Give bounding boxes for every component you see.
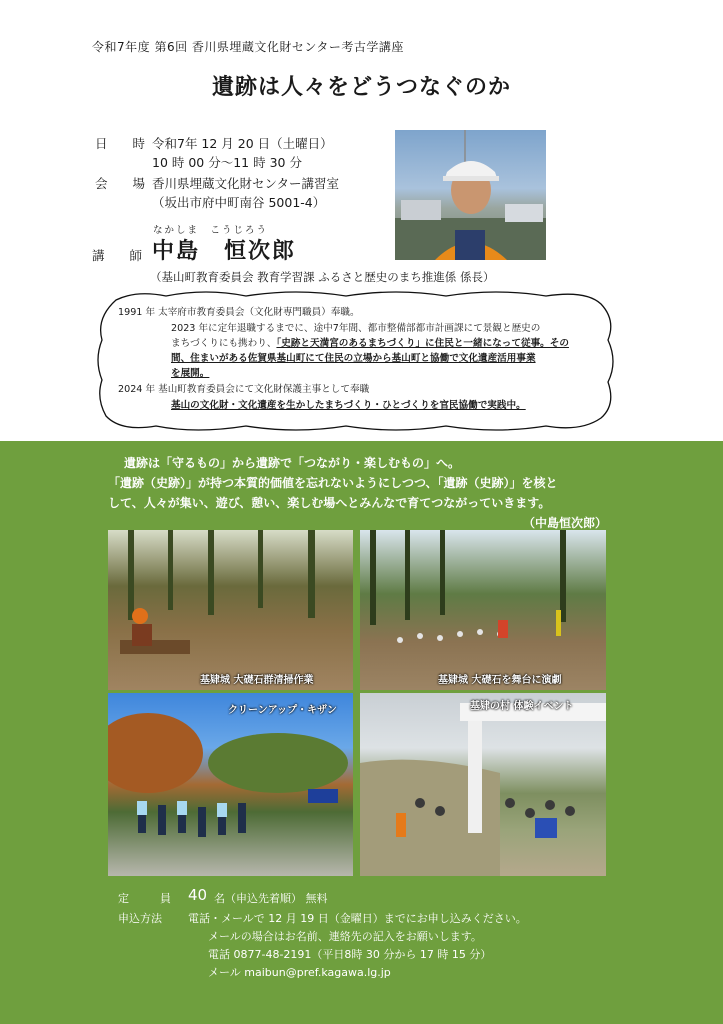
photo-experience-event: [360, 693, 606, 876]
bio-box: [96, 290, 616, 432]
photo-cleaning: [108, 530, 353, 690]
apply-label: 申込方法: [118, 912, 162, 925]
contact-phone: 電話 0877-48-2191（平日8時 30 分から 17 時 15 分）: [208, 948, 492, 961]
photo-caption: 基肄城 大礎石を舞台に演劇: [438, 675, 562, 686]
lecturer-affiliation: （基山町教育委員会 教育学習課 ふるさと歴史のまち推進係 係長）: [150, 270, 495, 284]
bio-highlight: 「史跡と天満宮のあるまちづくり」に住民と一緒になって従事。その: [276, 338, 569, 349]
bio-line: 2023 年に定年退職するまでに、途中7年間、都市整備部都市計画課にて景観と歴史の: [171, 323, 541, 334]
apply-deadline: 電話・メールで 12 月 19 日（金曜日）までにお申し込みください。: [188, 912, 527, 925]
venue-value: 香川県埋蔵文化財センター講習室: [152, 176, 340, 191]
apply-note: メールの場合はお名前、連絡先の記入をお願いします。: [208, 930, 482, 943]
message-line: して、人々が集い、遊び、憩い、楽しむ場へとみんなで育てつながっていきます。: [108, 496, 551, 510]
photo-caption: 基肄の村 体験イベント: [470, 701, 574, 712]
lecturer-name: 中島 恒次郎: [152, 239, 297, 264]
contact-email[interactable]: メール maibun@pref.kagawa.lg.jp: [208, 966, 391, 979]
bio-line: 2024 年 基山町教育委員会にて文化財保護主事として奉職: [118, 384, 370, 395]
message-author: （中島恒次郎）: [523, 516, 608, 530]
bio-highlight: を展開。: [171, 368, 210, 379]
bio-line: [171, 337, 569, 350]
lecturer-ruby: なかしま こうじろう: [153, 225, 269, 236]
message-line: 「遺跡（史跡）」が持つ本質的価値を忘れないようにしつつ、「遺跡（史跡）」を核と: [108, 476, 558, 490]
date-value: 令和7年 12 月 20 日（土曜日）: [152, 136, 333, 151]
lecturer-label: 講 師: [92, 248, 143, 263]
series-line: 令和7年度 第6回 香川県埋蔵文化財センター考古学講座: [92, 40, 404, 54]
capacity-label: 定 員: [118, 892, 181, 905]
venue-address: （坂出市府中町南谷 5001-4）: [152, 195, 326, 210]
time-value: 10 時 00 分～11 時 30 分: [152, 155, 302, 170]
capacity-detail: 名（申込先着順） 無料: [214, 892, 328, 905]
page-title: 遺跡は人々をどうつなぐのか: [211, 75, 511, 100]
photo-caption: 基肄城 大礎石群清掃作業: [200, 675, 314, 686]
photo-theater: [360, 530, 606, 690]
photo-caption: クリーンアップ・キザン: [228, 705, 337, 716]
bio-highlight: 間、住まいがある佐賀県基山町にて住民の立場から基山町と協働で文化遺産活用事業: [171, 353, 536, 364]
bio-line: 1991 年 太宰府市教育委員会（文化財専門職員）奉職。: [118, 307, 360, 318]
bio-text: まちづくりにも携わり、: [171, 338, 277, 349]
lecturer-photo: [395, 130, 546, 260]
message-line: 遺跡は「守るもの」から遺跡で「つながり・楽しむもの」へ。: [124, 456, 461, 470]
photo-cleanup: [108, 693, 353, 876]
date-label: 日 時: [95, 136, 146, 151]
venue-label: 会 場: [95, 176, 146, 191]
bio-highlight: 基山の文化財・文化遺産を生かしたまちづくり・ひとづくりを官民協働で実践中。: [171, 400, 526, 411]
capacity-number: 40: [188, 886, 208, 904]
